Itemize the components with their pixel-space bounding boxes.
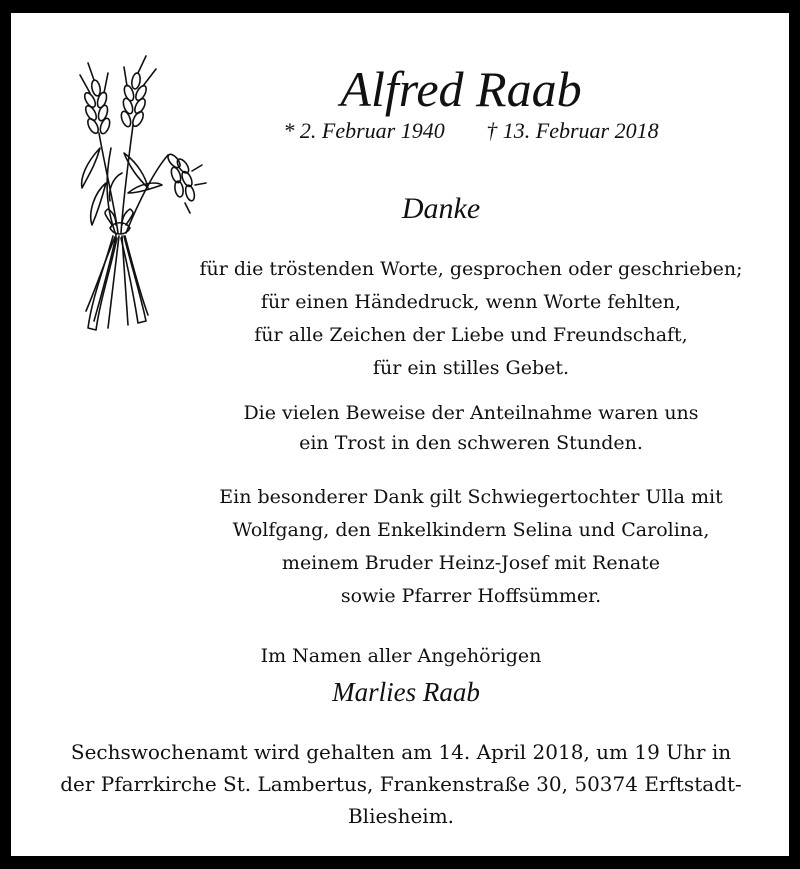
closing-line: Im Namen aller Angehörigen bbox=[260, 645, 542, 667]
obituary-card bbox=[11, 13, 789, 856]
text-line: Sechswochenamt wird gehalten am 14. April 2018, um 19 Uhr in bbox=[70, 740, 732, 764]
death-date: † 13. Februar 2018 bbox=[486, 118, 659, 143]
birth-date: * 2. Februar 1940 bbox=[283, 118, 445, 143]
text-line: für einen Händedruck, wenn Worte fehlten, bbox=[260, 291, 682, 313]
signer-name: Marlies Raab bbox=[332, 677, 480, 707]
text-line: für ein stilles Gebet. bbox=[372, 357, 570, 379]
text-line: ein Trost in den schweren Stunden. bbox=[299, 432, 643, 454]
life-dates bbox=[241, 117, 701, 145]
text-line: Bliesheim. bbox=[347, 804, 455, 828]
text-line: der Pfarrkirche St. Lambertus, Frankenstraße 30, 50374 Erftstadt- bbox=[60, 772, 742, 796]
text-line: Wolfgang, den Enkelkindern Selina und Carolina, bbox=[232, 519, 710, 541]
deceased-name: Alfred Raab bbox=[340, 61, 582, 117]
text-line: sowie Pfarrer Hoffsümmer. bbox=[340, 585, 602, 607]
comfort-paragraph bbox=[151, 398, 791, 458]
text-line: meinem Bruder Heinz-Josef mit Renate bbox=[281, 552, 661, 574]
thanks-paragraph bbox=[151, 253, 791, 385]
text-line: für alle Zeichen der Liebe und Freundschaft, bbox=[254, 324, 688, 346]
text-line: für die tröstenden Worte, gesprochen oder geschrieben; bbox=[199, 258, 743, 280]
service-notice bbox=[51, 736, 751, 832]
text-line: Ein besonderer Dank gilt Schwiegertochter Ulla mit bbox=[219, 486, 723, 508]
text-line: Die vielen Beweise der Anteilnahme waren uns bbox=[243, 402, 699, 424]
thanks-heading: Danke bbox=[401, 192, 481, 225]
special-thanks-paragraph bbox=[151, 481, 791, 613]
